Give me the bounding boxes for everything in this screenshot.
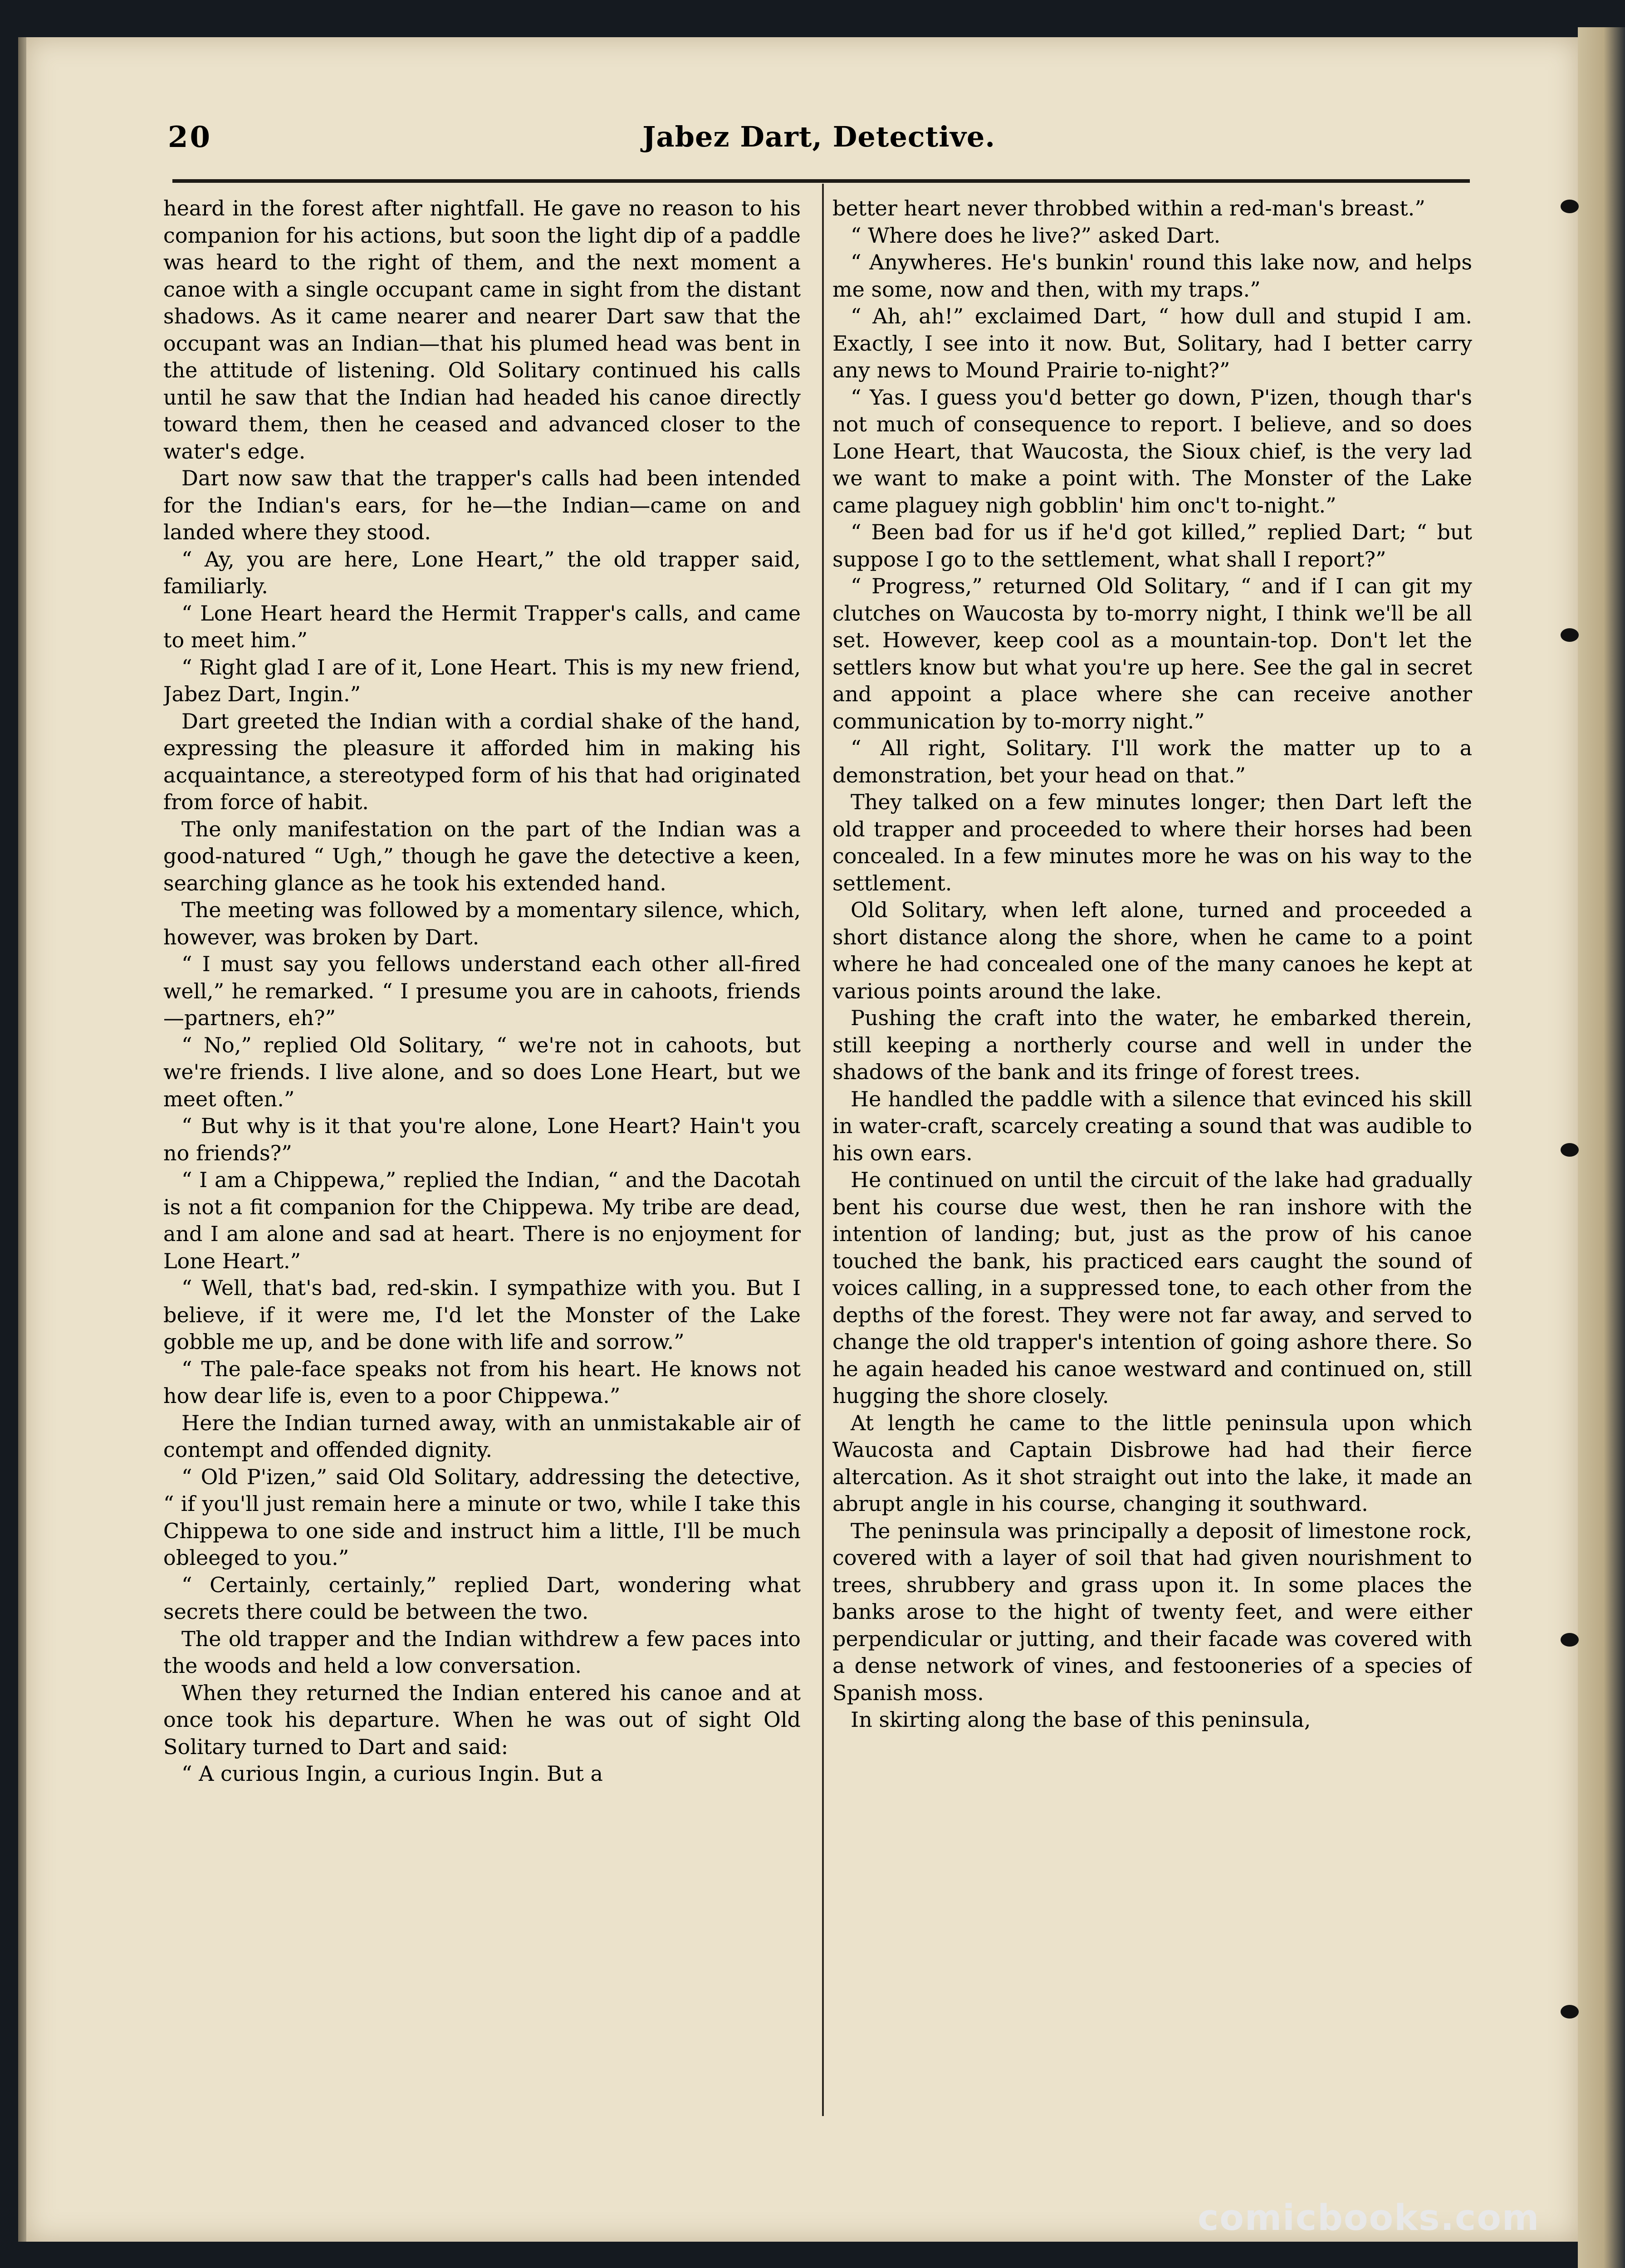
- paragraph: “ A curious Ingin, a curious Ingin. But a: [181, 1761, 603, 1786]
- paragraph: “ Been bad for us if he'd got killed,” replied Dart; “ but suppose I go to the settlement, what shall I report?”: [832, 520, 1472, 572]
- paragraph: “ Lone Heart heard the Hermit Trapper's calls, and came to meet him.”: [163, 601, 801, 652]
- right-column: [832, 195, 1472, 2118]
- left-column: [163, 195, 801, 2118]
- column-divider: [822, 184, 824, 2116]
- binding-hole: [1561, 2005, 1579, 2019]
- paragraph: “ No,” replied Old Solitary, “ we're not in cahoots, but we're friends. I live alone, and so does Lone Heart, but we meet often.”: [163, 1032, 801, 1111]
- paragraph: “ Right glad I are of it, Lone Heart. This is my new friend, Jabez Dart, Ingin.”: [163, 655, 801, 706]
- paragraph: “ The pale-face speaks not from his heart. He knows not how dear life is, even to a poor Chippewa.”: [163, 1356, 801, 1408]
- paragraph: “ Ah, ah!” exclaimed Dart, “ how dull and stupid I am. Exactly, I see into it now. But, Solitary, had I better carry any news to Mound Prairie to-night?”: [832, 304, 1472, 382]
- binding-hole: [1561, 1633, 1579, 1647]
- paragraph: “ I am a Chippewa,” replied the Indian, “ and the Dacotah is not a fit companion for the Chippewa. My tribe are dead, and I am alone and sad at heart. There is no enjoyment for Lone Heart.”: [163, 1168, 801, 1273]
- paragraph: better heart never throbbed within a red-man's breast.”: [832, 196, 1425, 220]
- paragraph: Old Solitary, when left alone, turned and proceeded a short distance along the shore, when he came to a point where he had concealed one of the many canoes he kept at various points around the lake.: [832, 898, 1472, 1003]
- paragraph: “ But why is it that you're alone, Lone Heart? Hain't you no friends?”: [163, 1114, 801, 1165]
- paragraph: “ Certainly, certainly,” replied Dart, wondering what secrets there could be between the two.: [163, 1572, 801, 1624]
- paragraph: Pushing the craft into the water, he embarked therein, still keeping a northerly course and well in under the shadows of the bank and its fringe of forest trees.: [832, 1006, 1472, 1084]
- page-stack-edge: [1578, 27, 1625, 2268]
- paragraph: Dart now saw that the trapper's calls had been intended for the Indian's ears, for he—the Indian—came on and landed where they stood.: [163, 466, 801, 544]
- paragraph: He continued on until the circuit of the lake had gradually bent his course due west, then he ran inshore with the intention of landing; but, just as the prow of his canoe touched the bank, his practiced ears caught the sound of voices calling, in a suppressed tone, to each other from the depths of the forest. They were not far away, and served to change the old trapper's intention of going ashore there. So he again headed his canoe westward and continued on, still hugging the shore closely.: [832, 1168, 1472, 1408]
- binding-hole: [1561, 1143, 1579, 1157]
- watermark: comicbooks.com: [1198, 2198, 1540, 2239]
- paragraph: In skirting along the base of this peninsula,: [851, 1707, 1311, 1732]
- paragraph: When they returned the Indian entered his canoe and at once took his departure. When he was out of sight Old Solitary turned to Dart and said:: [163, 1680, 801, 1759]
- running-title: Jabez Dart, Detective.: [642, 120, 995, 153]
- paragraph: “ Where does he live?” asked Dart.: [851, 223, 1221, 248]
- header-rule: [172, 179, 1470, 183]
- paragraph: “ All right, Solitary. I'll work the matter up to a demonstration, bet your head on that.”: [832, 736, 1472, 787]
- binding-hole: [1561, 200, 1579, 213]
- paragraph: “ Anywheres. He's bunkin' round this lake now, and helps me some, now and then, with my traps.”: [832, 250, 1472, 302]
- paragraph: At length he came to the little peninsula upon which Waucosta and Captain Disbrowe had had their fierce altercation. As it shot straight out into the lake, it made an abrupt angle in his course, changing it southward.: [832, 1410, 1472, 1516]
- paragraph: The meeting was followed by a momentary silence, which, however, was broken by Dart.: [163, 898, 801, 949]
- paragraph: “ Well, that's bad, red-skin. I sympathize with you. But I believe, if it were me, I'd let the Monster of the Lake gobble me up, and be done with life and sorrow.”: [163, 1276, 801, 1354]
- paragraph: “ I must say you fellows understand each other all-fired well,” he remarked. “ I presume you are in cahoots, friends—partners, eh?”: [163, 952, 801, 1030]
- paragraph: “ Yas. I guess you'd better go down, P'izen, though thar's not much of consequence to report. I believe, and so does Lone Heart, that Waucosta, the Sioux chief, is the very lad we want to make a point with. The Monster of the Lake came plaguey nigh gobblin' him onc't to-night.”: [832, 385, 1472, 518]
- page-header: [141, 120, 1497, 170]
- paragraph: “ Progress,” returned Old Solitary, “ and if I can git my clutches on Waucosta by to-morry night, I think we'll be all set. However, keep cool as a mountain-top. Don't let the settlers know but what you're up here. See the gal in secret and appoint a place where she can receive another communication by to-morry night.”: [832, 574, 1472, 733]
- paragraph: The peninsula was principally a deposit of limestone rock, covered with a layer of soil that had given nourishment to trees, shrubbery and grass upon it. In some places the banks arose to the hight of twenty feet, and were either perpendicular or jutting, and their facade was covered with a dense network of vines, and festooneries of a species of Spanish moss.: [832, 1518, 1472, 1705]
- binding-hole: [1561, 628, 1579, 642]
- paragraph: “ Old P'izen,” said Old Solitary, addressing the detective, “ if you'll just remain here a minute or two, while I take this Chippewa to one side and instruct him a little, I'll be much obleeged to you.”: [163, 1464, 801, 1570]
- paragraph: Dart greeted the Indian with a cordial shake of the hand, expressing the pleasure it afforded him in making his acquaintance, a stereotyped form of his that had originated from force of habit.: [163, 709, 801, 814]
- paragraph: The only manifestation on the part of the Indian was a good-natured “ Ugh,” though he gave the detective a keen, searching glance as he took his extended hand.: [163, 816, 801, 895]
- paragraph: heard in the forest after nightfall. He gave no reason to his companion for his actions, but soon the light dip of a paddle was heard to the right of them, and the next moment a canoe with a single occupant came in sight from the distant shadows. As it came nearer and nearer Dart saw that the occupant was an Indian—that his plumed head was bent in the attitude of listening. Old Solitary continued his calls until he saw that the Indian had headed his canoe directly toward them, then he ceased and advanced closer to the water's edge.: [163, 196, 801, 464]
- page-number: 20: [168, 120, 212, 154]
- paragraph: “ Ay, you are here, Lone Heart,” the old trapper said, familiarly.: [163, 547, 801, 598]
- paragraph: The old trapper and the Indian withdrew a few paces into the woods and held a low conversation.: [163, 1626, 801, 1678]
- paragraph: He handled the paddle with a silence that evinced his skill in water-craft, scarcely creating a sound that was audible to his own ears.: [832, 1086, 1472, 1165]
- paragraph: They talked on a few minutes longer; then Dart left the old trapper and proceeded to where their horses had been concealed. In a few minutes more he was on his way to the settlement.: [832, 790, 1472, 895]
- paragraph: Here the Indian turned away, with an unmistakable air of contempt and offended dignity.: [163, 1410, 801, 1462]
